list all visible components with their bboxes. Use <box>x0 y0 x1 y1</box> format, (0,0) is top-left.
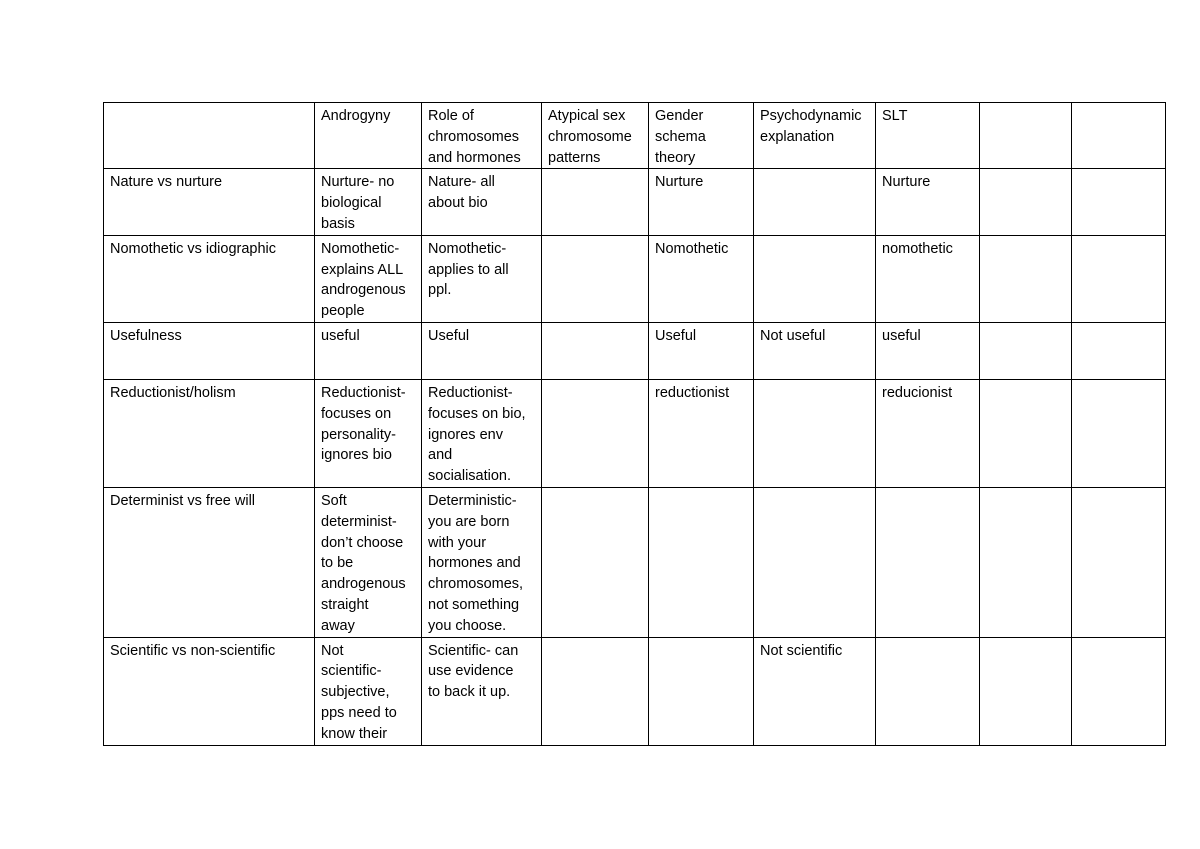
table-cell <box>1072 169 1166 235</box>
header-cell-androgyny: Androgyny <box>315 103 422 169</box>
table-cell <box>649 487 754 637</box>
header-cell-chromosomes-hormones: Role of chromosomes and hormones <box>422 103 542 169</box>
table-cell <box>1072 235 1166 322</box>
table-cell <box>542 637 649 745</box>
table-cell <box>980 379 1072 487</box>
row-label: Nomothetic vs idiographic <box>104 235 315 322</box>
table-cell: Nurture <box>876 169 980 235</box>
table-cell: Nomothetic- applies to all ppl. <box>422 235 542 322</box>
header-cell-gender-schema: Gender schema theory <box>649 103 754 169</box>
table-row <box>104 235 1166 322</box>
table-cell: Not scientific- subjective, pps need to know their <box>315 637 422 745</box>
row-label: Scientific vs non-scientific <box>104 637 315 745</box>
table-row <box>104 322 1166 379</box>
table-cell: Not useful <box>754 322 876 379</box>
row-label: Determinist vs free will <box>104 487 315 637</box>
header-cell-empty-2 <box>1072 103 1166 169</box>
header-cell-psychodynamic: Psychodynamic explanation <box>754 103 876 169</box>
table-cell: Soft determinist- don’t choose to be androgenous straight away <box>315 487 422 637</box>
table-cell <box>876 487 980 637</box>
table-cell: Nature- all about bio <box>422 169 542 235</box>
table-cell <box>754 169 876 235</box>
header-row <box>104 103 1166 169</box>
table-cell: Scientific- can use evidence to back it up. <box>422 637 542 745</box>
table-cell <box>542 235 649 322</box>
comparison-table <box>103 102 1166 746</box>
row-label: Reductionist/holism <box>104 379 315 487</box>
header-cell-atypical-patterns: Atypical sex chromosome patterns <box>542 103 649 169</box>
table-cell: Deterministic- you are born with your hormones and chromosomes, not something you choose. <box>422 487 542 637</box>
table-cell <box>1072 637 1166 745</box>
table-cell: Nurture <box>649 169 754 235</box>
table-row <box>104 637 1166 745</box>
table-cell <box>1072 487 1166 637</box>
row-label: Usefulness <box>104 322 315 379</box>
table-cell <box>980 235 1072 322</box>
table-row <box>104 379 1166 487</box>
table-cell: reducionist <box>876 379 980 487</box>
table-cell: nomothetic <box>876 235 980 322</box>
row-label: Nature vs nurture <box>104 169 315 235</box>
table-cell: Useful <box>422 322 542 379</box>
header-cell-empty-1 <box>980 103 1072 169</box>
table-cell: reductionist <box>649 379 754 487</box>
table-cell <box>754 235 876 322</box>
table-cell <box>876 637 980 745</box>
header-cell-slt: SLT <box>876 103 980 169</box>
table-cell: Useful <box>649 322 754 379</box>
table-cell: useful <box>876 322 980 379</box>
table-cell <box>542 487 649 637</box>
table-cell <box>980 169 1072 235</box>
table-cell: useful <box>315 322 422 379</box>
table-row <box>104 487 1166 637</box>
table-cell: Not scientific <box>754 637 876 745</box>
table-cell <box>980 487 1072 637</box>
table-row <box>104 169 1166 235</box>
table-cell <box>542 379 649 487</box>
table-cell <box>542 322 649 379</box>
table-cell: Nomothetic <box>649 235 754 322</box>
table-cell: Nurture- no biological basis <box>315 169 422 235</box>
table-cell <box>980 637 1072 745</box>
table-cell <box>542 169 649 235</box>
table-cell <box>649 637 754 745</box>
table-cell <box>1072 322 1166 379</box>
table-cell <box>1072 379 1166 487</box>
table-cell: Reductionist- focuses on bio, ignores env and socialisation. <box>422 379 542 487</box>
header-cell-blank <box>104 103 315 169</box>
table-cell <box>754 487 876 637</box>
table-cell <box>754 379 876 487</box>
table-cell <box>980 322 1072 379</box>
table-cell: Reductionist- focuses on personality- ignores bio <box>315 379 422 487</box>
table-cell: Nomothetic- explains ALL androgenous people <box>315 235 422 322</box>
